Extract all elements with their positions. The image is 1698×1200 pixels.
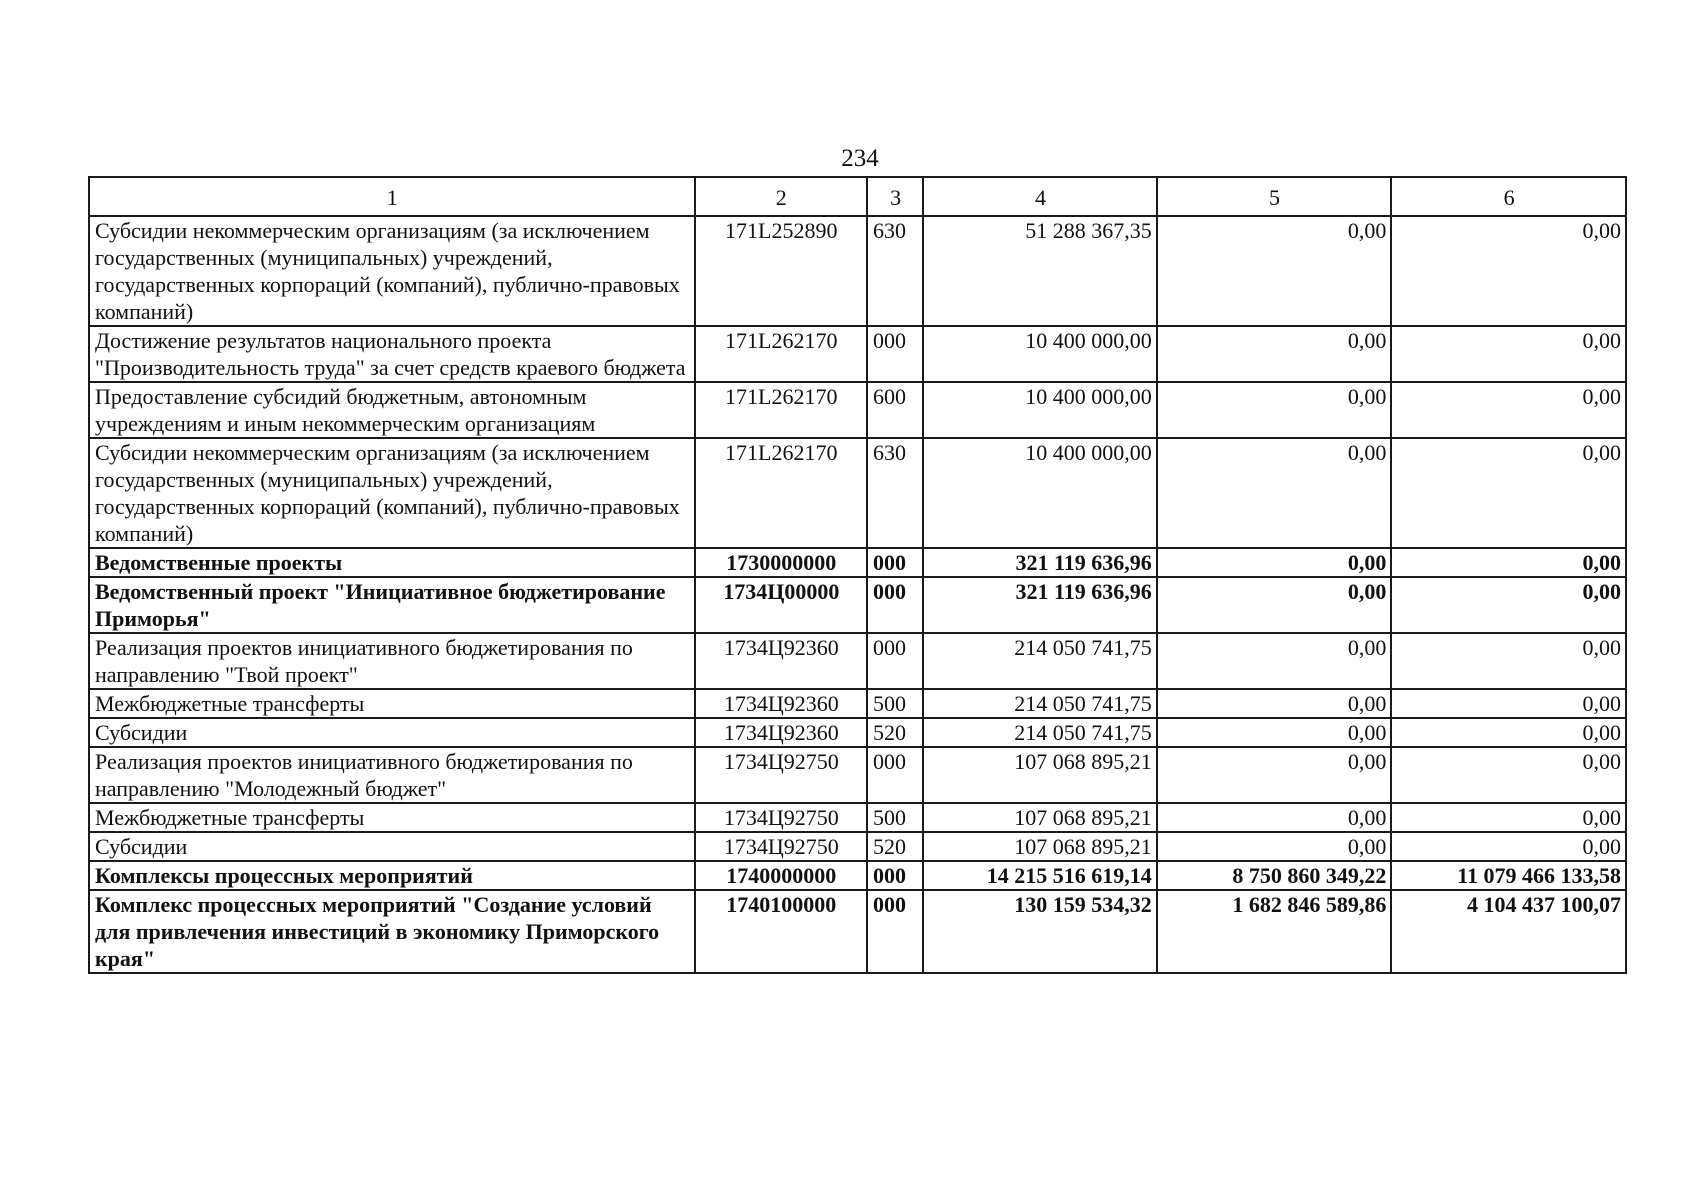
row-value-col4-cell: 321 119 636,96 [923,548,1157,577]
row-value-col4-cell: 214 050 741,75 [923,718,1157,747]
table-header-row [89,177,1626,216]
row-value-col4-cell: 107 068 895,21 [923,803,1157,832]
row-value-col5-cell: 0,00 [1157,803,1392,832]
row-expense-type-cell: 000 [867,326,923,382]
row-value-col4-cell: 10 400 000,00 [923,438,1157,548]
row-value-col5-cell: 0,00 [1157,438,1392,548]
row-code-cell: 1734Ц92750 [695,803,867,832]
row-name-cell: Межбюджетные трансферты [89,803,695,832]
row-expense-type-cell: 000 [867,548,923,577]
table-row [89,216,1626,326]
row-expense-type-cell: 000 [867,861,923,890]
budget-table [88,176,1627,974]
row-name-cell: Достижение результатов национального проекта "Производительность труда" за счет средств краевого бюджета [89,326,695,382]
row-expense-type-cell: 630 [867,438,923,548]
row-value-col6-cell: 0,00 [1391,577,1626,633]
row-code-cell: 171L262170 [695,382,867,438]
row-value-col5-cell: 0,00 [1157,577,1392,633]
row-value-col4-cell: 10 400 000,00 [923,326,1157,382]
table-row [89,577,1626,633]
row-value-col4-cell: 107 068 895,21 [923,832,1157,861]
row-code-cell: 1734Ц92750 [695,832,867,861]
table-row [89,633,1626,689]
row-value-col6-cell: 0,00 [1391,633,1626,689]
row-code-cell: 171L262170 [695,438,867,548]
row-name-cell: Реализация проектов инициативного бюджетирования по направлению "Молодежный бюджет" [89,747,695,803]
column-header-6: 6 [1391,177,1626,216]
row-value-col4-cell: 10 400 000,00 [923,382,1157,438]
column-header-2: 2 [695,177,867,216]
row-value-col4-cell: 107 068 895,21 [923,747,1157,803]
row-value-col5-cell: 0,00 [1157,633,1392,689]
row-code-cell: 1734Ц92360 [695,718,867,747]
row-value-col6-cell: 0,00 [1391,382,1626,438]
row-code-cell: 171L252890 [695,216,867,326]
row-name-cell: Межбюджетные трансферты [89,689,695,718]
row-code-cell: 1730000000 [695,548,867,577]
column-header-4: 4 [923,177,1157,216]
row-name-cell: Ведомственные проекты [89,548,695,577]
table-row [89,382,1626,438]
row-name-cell: Реализация проектов инициативного бюджетирования по направлению "Твой проект" [89,633,695,689]
row-value-col5-cell: 0,00 [1157,326,1392,382]
row-value-col6-cell: 0,00 [1391,326,1626,382]
row-expense-type-cell: 000 [867,633,923,689]
row-name-cell: Субсидии некоммерческим организациям (за исключением государственных (муниципальных) учреждений, государственных корпораций (компаний), публично-правовых компаний) [89,438,695,548]
row-value-col5-cell: 0,00 [1157,718,1392,747]
row-value-col6-cell: 4 104 437 100,07 [1391,890,1626,973]
table-row [89,890,1626,973]
row-value-col5-cell: 1 682 846 589,86 [1157,890,1392,973]
row-value-col5-cell: 8 750 860 349,22 [1157,861,1392,890]
column-header-3: 3 [867,177,923,216]
row-value-col6-cell: 0,00 [1391,803,1626,832]
row-value-col5-cell: 0,00 [1157,548,1392,577]
row-code-cell: 1734Ц92750 [695,747,867,803]
table-row [89,548,1626,577]
row-value-col5-cell: 0,00 [1157,747,1392,803]
table-row [89,803,1626,832]
row-value-col4-cell: 214 050 741,75 [923,689,1157,718]
row-value-col6-cell: 0,00 [1391,689,1626,718]
row-value-col4-cell: 14 215 516 619,14 [923,861,1157,890]
row-value-col6-cell: 0,00 [1391,718,1626,747]
row-value-col6-cell: 0,00 [1391,548,1626,577]
column-header-1: 1 [89,177,695,216]
row-name-cell: Субсидии [89,832,695,861]
row-value-col6-cell: 0,00 [1391,832,1626,861]
row-name-cell: Субсидии [89,718,695,747]
table-row [89,718,1626,747]
row-code-cell: 1734Ц00000 [695,577,867,633]
row-value-col6-cell: 11 079 466 133,58 [1391,861,1626,890]
table-row [89,326,1626,382]
row-code-cell: 171L262170 [695,326,867,382]
row-name-cell: Комплексы процессных мероприятий [89,861,695,890]
page-number: 234 [841,145,879,172]
row-expense-type-cell: 600 [867,382,923,438]
column-header-5: 5 [1157,177,1392,216]
row-value-col5-cell: 0,00 [1157,689,1392,718]
row-value-col6-cell: 0,00 [1391,438,1626,548]
row-expense-type-cell: 000 [867,890,923,973]
row-value-col6-cell: 0,00 [1391,747,1626,803]
row-code-cell: 1740000000 [695,861,867,890]
row-name-cell: Субсидии некоммерческим организациям (за исключением государственных (муниципальных) учреждений, государственных корпораций (компаний), публично-правовых компаний) [89,216,695,326]
table-row [89,747,1626,803]
row-name-cell: Комплекс процессных мероприятий "Создание условий для привлечения инвестиций в экономику Приморского края" [89,890,695,973]
row-code-cell: 1734Ц92360 [695,633,867,689]
row-expense-type-cell: 500 [867,689,923,718]
table-row [89,689,1626,718]
row-value-col5-cell: 0,00 [1157,382,1392,438]
row-value-col6-cell: 0,00 [1391,216,1626,326]
row-value-col4-cell: 51 288 367,35 [923,216,1157,326]
row-value-col4-cell: 214 050 741,75 [923,633,1157,689]
row-expense-type-cell: 630 [867,216,923,326]
row-expense-type-cell: 520 [867,832,923,861]
row-value-col5-cell: 0,00 [1157,216,1392,326]
row-name-cell: Ведомственный проект "Инициативное бюджетирование Приморья" [89,577,695,633]
table-row [89,832,1626,861]
row-code-cell: 1740100000 [695,890,867,973]
table-row [89,861,1626,890]
row-name-cell: Предоставление субсидий бюджетным, автономным учреждениям и иным некоммерческим организациям [89,382,695,438]
row-expense-type-cell: 000 [867,747,923,803]
row-value-col4-cell: 130 159 534,32 [923,890,1157,973]
table-row [89,438,1626,548]
row-expense-type-cell: 000 [867,577,923,633]
row-expense-type-cell: 500 [867,803,923,832]
row-value-col4-cell: 321 119 636,96 [923,577,1157,633]
row-code-cell: 1734Ц92360 [695,689,867,718]
row-value-col5-cell: 0,00 [1157,832,1392,861]
row-expense-type-cell: 520 [867,718,923,747]
